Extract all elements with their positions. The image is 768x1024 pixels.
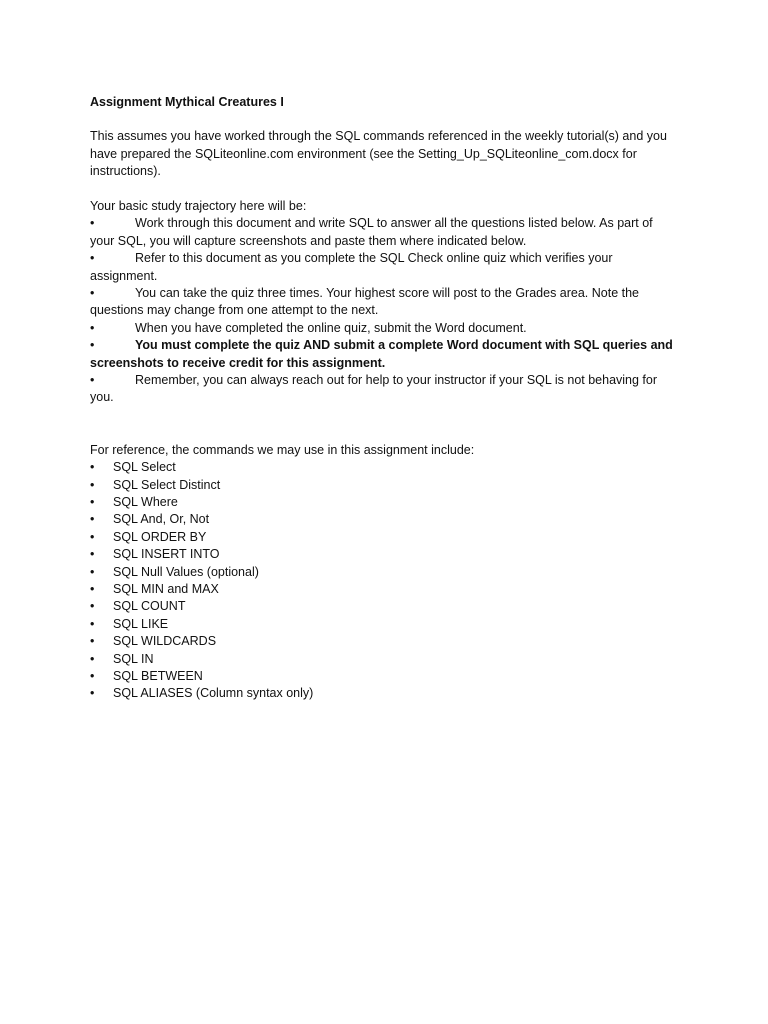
- trajectory-item-text: You can take the quiz three times. Your highest score will post to the Grades area. Note the questions may change from one attempt to the next.: [90, 286, 640, 318]
- command-label: SQL Select: [113, 460, 176, 475]
- bullet-icon: •: [90, 460, 95, 475]
- command-list-item: [90, 633, 680, 650]
- command-list: [90, 459, 680, 703]
- trajectory-item: [90, 320, 680, 337]
- command-list-item: [90, 477, 680, 494]
- bullet-icon: •: [90, 286, 95, 301]
- command-label: SQL INSERT INTO: [113, 547, 220, 562]
- spacer: [90, 407, 680, 442]
- reference-heading: For reference, the commands we may use in this assignment include:: [90, 442, 475, 457]
- command-list-item: [90, 616, 680, 633]
- command-list-item: [90, 546, 680, 563]
- command-list-item: [90, 598, 680, 615]
- bullet-icon: •: [90, 216, 95, 231]
- bullet-icon: •: [90, 529, 95, 544]
- trajectory-item: [90, 250, 680, 285]
- command-label: SQL MIN and MAX: [113, 581, 219, 596]
- trajectory-item-text: Refer to this document as you complete the SQL Check online quiz which verifies your assignment.: [90, 251, 613, 283]
- bullet-icon: •: [90, 477, 95, 492]
- trajectory-item: [90, 372, 680, 407]
- bullet-icon: •: [90, 651, 95, 666]
- intro-paragraph: This assumes you have worked through the SQL commands referenced in the weekly tutorial(s) and you have prepared the SQLiteonline.com environment (see the Setting_Up_SQLiteonline_com.docx for instructions).: [90, 129, 667, 179]
- command-list-item: [90, 494, 680, 511]
- trajectory-item-text: You must complete the quiz AND submit a complete Word document with SQL queries and screenshots to receive credit for this assignment.: [90, 338, 673, 370]
- command-label: SQL WILDCARDS: [113, 634, 217, 649]
- trajectory-item-text: When you have completed the online quiz, submit the Word document.: [135, 320, 527, 335]
- command-label: SQL ORDER BY: [113, 529, 207, 544]
- command-label: SQL Where: [113, 494, 178, 509]
- trajectory-item: [90, 337, 680, 372]
- bullet-icon: •: [90, 599, 95, 614]
- bullet-icon: •: [90, 320, 95, 335]
- bullet-icon: •: [90, 616, 95, 631]
- command-list-item: [90, 564, 680, 581]
- command-label: SQL IN: [113, 651, 154, 666]
- bullet-icon: •: [90, 686, 95, 701]
- command-list-item: [90, 651, 680, 668]
- document-page: [90, 94, 680, 703]
- command-list-item: [90, 529, 680, 546]
- trajectory-item: [90, 215, 680, 250]
- trajectory-heading: Your basic study trajectory here will be:: [90, 199, 307, 214]
- command-label: SQL COUNT: [113, 599, 186, 614]
- command-label: SQL Null Values (optional): [113, 564, 259, 579]
- bullet-icon: •: [90, 547, 95, 562]
- trajectory-list: [90, 215, 680, 406]
- command-list-item: [90, 668, 680, 685]
- spacer: [90, 181, 680, 198]
- bullet-icon: •: [90, 512, 95, 527]
- document-title: Assignment Mythical Creatures I: [90, 95, 284, 109]
- bullet-icon: •: [90, 668, 95, 683]
- command-label: SQL BETWEEN: [113, 668, 203, 683]
- trajectory-item-text: Work through this document and write SQL to answer all the questions listed below. As part of your SQL, you will capture screenshots and paste them where indicated below.: [90, 216, 653, 248]
- command-label: SQL ALIASES (Column syntax only): [113, 686, 314, 701]
- bullet-icon: •: [90, 494, 95, 509]
- command-label: SQL And, Or, Not: [113, 512, 210, 527]
- trajectory-item-text: Remember, you can always reach out for help to your instructor if your SQL is not behaving for you.: [90, 373, 658, 405]
- bullet-icon: •: [90, 373, 95, 388]
- bullet-icon: •: [90, 338, 95, 353]
- command-label: SQL Select Distinct: [113, 477, 221, 492]
- command-label: SQL LIKE: [113, 616, 169, 631]
- bullet-icon: •: [90, 634, 95, 649]
- command-list-item: [90, 685, 680, 702]
- bullet-icon: •: [90, 251, 95, 266]
- trajectory-item: [90, 285, 680, 320]
- bullet-icon: •: [90, 581, 95, 596]
- command-list-item: [90, 511, 680, 528]
- command-list-item: [90, 459, 680, 476]
- command-list-item: [90, 581, 680, 598]
- bullet-icon: •: [90, 564, 95, 579]
